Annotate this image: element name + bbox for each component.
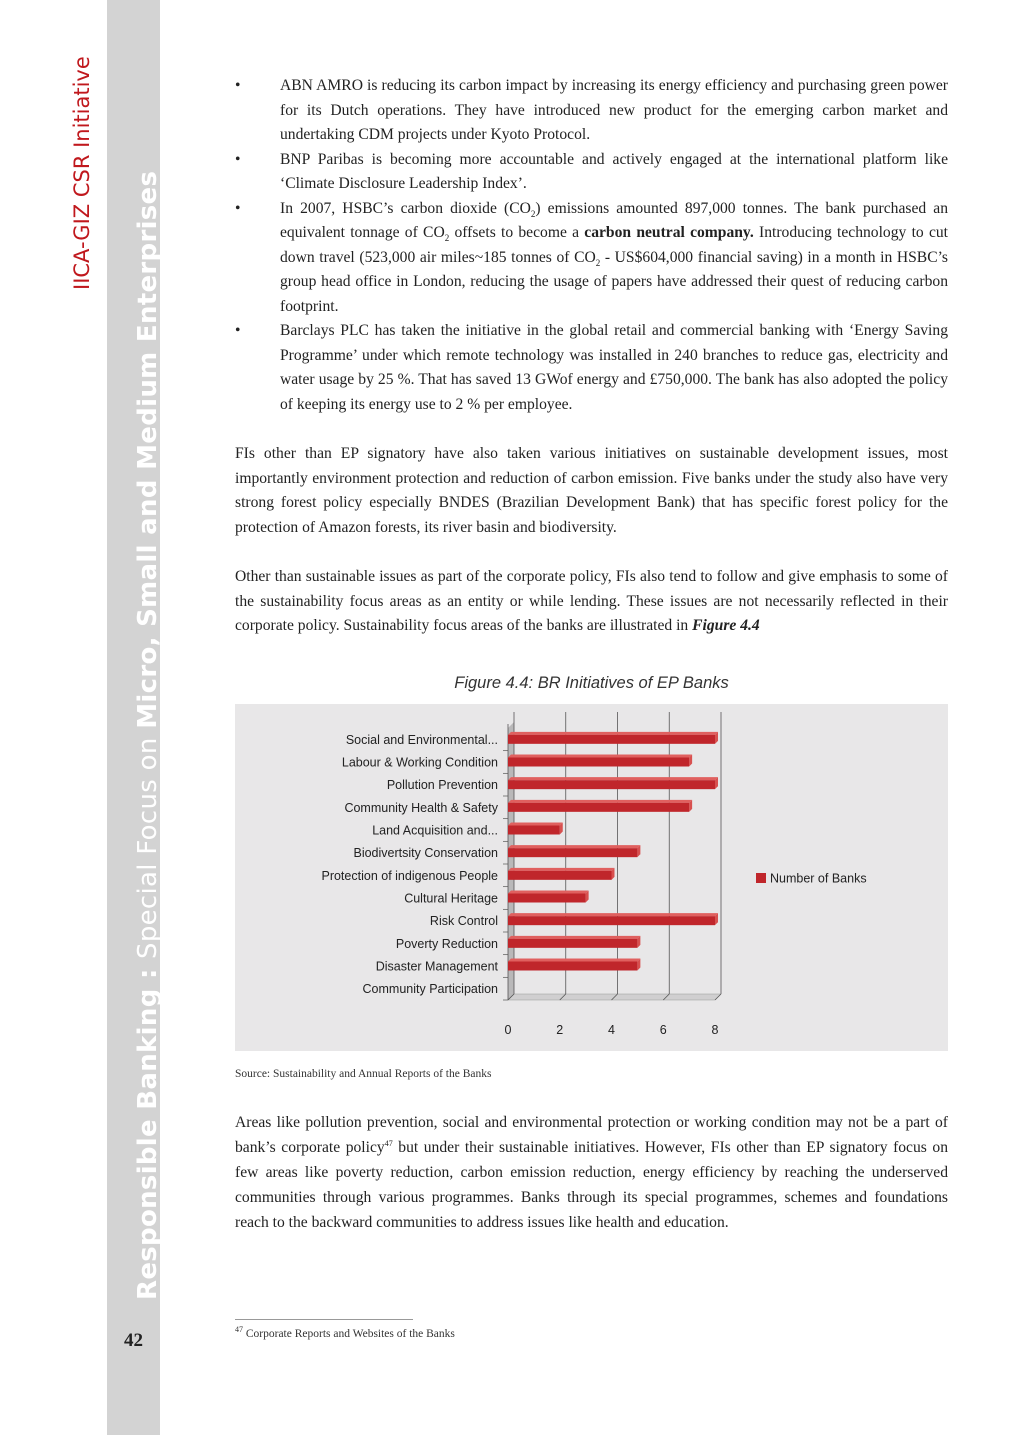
bar-top (508, 777, 718, 780)
bar-top (508, 913, 718, 916)
bar (508, 848, 637, 857)
bullet-item: • Barclays PLC has taken the initiative in the global retail and commercial banking with ‘Energy Saving Programme’ under which remote technology was installed in 240 branches to reduce gas, electricity and water usage by 25 %. That has saved 13 GWof energy and £750,000. The bank has also adopted the policy of keeping its energy use to 2 % per employee. (235, 319, 948, 417)
bar (508, 826, 560, 835)
hsbc-text-4: Introducing technology to cut down travel (523,000 air miles~185 tonnes of CO (280, 224, 948, 266)
hsbc-text-3: offsets to become a (449, 224, 585, 241)
paragraph: FIs other than EP signatory have also taken various initiatives on sustainable development issues, most importantly environment protection and reduction of carbon emission. Five banks under the study also have very strong forest policy especially BNDES (Brazilian Development Bank) that has specific forest policy for the protection of Amazon forests, its river basin and biodiversity. (235, 445, 948, 536)
bar-top (508, 959, 640, 962)
subscript-2: 2 (595, 257, 601, 268)
category-label: Cultural Heritage (404, 891, 498, 906)
bar (508, 894, 586, 903)
bar-top (508, 868, 615, 871)
category-label: Land Acquisition and... (372, 823, 498, 838)
bar (508, 780, 715, 789)
hsbc-bold-text: carbon neutral company. (584, 224, 754, 241)
hsbc-text-2: ) emissions amounted 897,000 tonnes. The bank purchased an equivalent tonnage of CO (280, 199, 948, 241)
footnote-text: Corporate Reports and Websites of the Banks (243, 1328, 455, 1340)
running-title (133, 50, 163, 1300)
category-label: Community Health & Safety (344, 800, 498, 815)
bar (508, 962, 637, 971)
page-number: 42 (124, 1330, 143, 1351)
subscript-2: 2 (530, 208, 536, 219)
paragraph (235, 565, 948, 639)
running-title-part-3: Micro, Small and Medium Enterprises (133, 170, 163, 729)
bar (508, 735, 715, 744)
legend-label: Number of Banks (770, 871, 867, 886)
figure-source: Source: Sustainability and Annual Reports of the Banks (235, 1068, 492, 1080)
bar-top (508, 845, 640, 848)
category-label: Community Participation (362, 982, 498, 997)
bar (508, 916, 715, 925)
bar-top (508, 755, 692, 758)
bullet-list (235, 74, 948, 417)
hsbc-text-5: - US$604,000 financial saving) in a month in HSBC’s group head office in London, reducing the usage of papers have addressed their quest of reducing carbon footprint. (280, 248, 949, 315)
bar-top (508, 936, 640, 939)
footnote (235, 1325, 455, 1340)
bar (508, 939, 637, 948)
paragraph (235, 1110, 948, 1235)
running-title-part-1: Responsible Banking : (133, 958, 163, 1300)
bar-top (508, 891, 589, 894)
subscript-2: 2 (444, 233, 450, 244)
footnote-marker: 47 (384, 1138, 393, 1148)
bullet-item: • ABN AMRO is reducing its carbon impact by increasing its energy efficiency and purchasing green power for its Dutch operations. They have introduced new product for the emerging carbon market and undertaking CDM projects under Kyoto Protocol. (235, 74, 948, 148)
bar-top (508, 732, 718, 735)
bar (508, 803, 689, 812)
bar (508, 758, 689, 767)
x-tick-label: 4 (608, 1023, 615, 1037)
paragraph-text: Areas like pollution prevention, social and environmental protection or working condition may not be a part of bank’s corporate policy (235, 1114, 948, 1156)
footnote-rule (235, 1319, 413, 1320)
category-label: Disaster Management (375, 959, 498, 974)
x-tick-label: 8 (711, 1023, 719, 1037)
category-label: Protection of indigenous People (321, 868, 498, 883)
legend-swatch (756, 873, 766, 883)
category-label: Poverty Reduction (395, 936, 498, 951)
x-tick-label: 0 (504, 1023, 512, 1037)
category-label: Social and Environmental... (345, 732, 498, 747)
category-label: Risk Control (429, 914, 498, 929)
category-label: Labour & Working Condition (341, 755, 498, 770)
footnote-number: 47 (235, 1325, 243, 1335)
figure-reference: Figure 4.4 (692, 617, 760, 634)
chart-canvas (235, 704, 948, 1051)
bullet-item-hsbc (235, 197, 948, 320)
paragraph-text: Other than sustainable issues as part of the corporate policy, FIs also tend to follow and give emphasis to some of the sustainability focus areas as an entity or while lending. These issues are not necessarily reflected in their corporate policy. Sustainability focus areas of the banks are illustrated in (235, 568, 948, 634)
figure-title: Figure 4.4: BR Initiatives of EP Banks (454, 674, 729, 692)
main-content (235, 74, 948, 639)
bar-chart (235, 704, 948, 1051)
x-tick-label: 2 (556, 1023, 564, 1037)
initiative-label: IICA-GIZ CSR Initiative (70, 56, 94, 290)
bar-top (508, 800, 692, 803)
bullet-item: • BNP Paribas is becoming more accountable and actively engaged at the international platform like ‘Climate Disclosure Leadership Index’. (235, 148, 948, 197)
hsbc-text-1: In 2007, HSBC’s carbon dioxide (CO (280, 199, 531, 217)
bar-top (508, 823, 563, 826)
paragraph-text: but under their sustainable initiatives. However, FIs other than EP signatory focus on few areas like poverty reduction, carbon emission reduction, energy efficiency by reaching the underserved communities through various programmes. Banks through its special programmes, schemes and foundations reach to the backward communities to address issues like health and education. (235, 1139, 949, 1231)
category-label: Biodivertsity Conservation (353, 846, 498, 861)
bar (508, 871, 612, 880)
category-label: Pollution Prevention (386, 778, 498, 793)
running-title-part-2: Special Focus on (133, 728, 163, 959)
x-tick-label: 6 (659, 1023, 667, 1037)
